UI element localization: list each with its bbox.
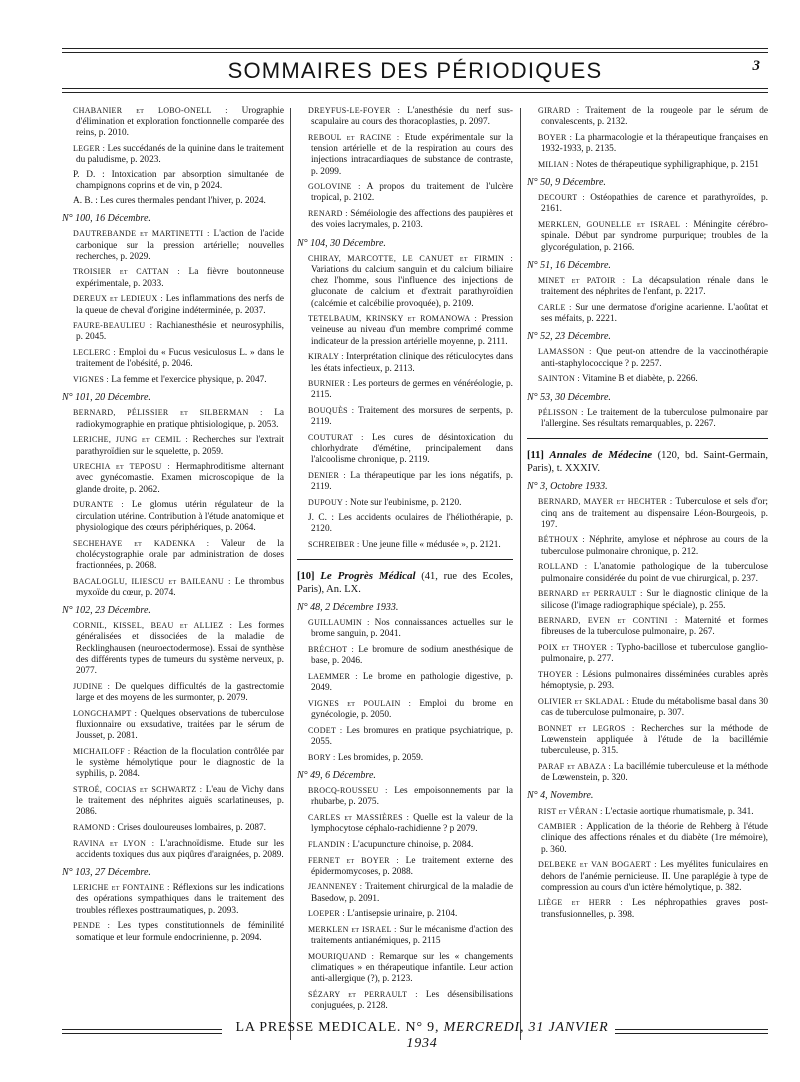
column-2 — [297, 105, 513, 1045]
article-title: Notes de thérapeutique syphiligraphique, p. 2151 — [575, 159, 759, 170]
article-author: JUDINE : — [73, 681, 111, 691]
article-title: L'antisepsie urinaire, p. 2104. — [347, 909, 458, 920]
article-title: Les empoisonnements par la rhubarbe, p. 2075. — [311, 786, 513, 808]
article-entry — [297, 497, 513, 509]
article-author: RENARD : — [308, 209, 348, 219]
article-title: Réaction de la floculation contrôlée par le système hémolytique pour le diagnostic de la syphilis, p. 2084. — [76, 746, 284, 780]
article-author: DELBEKE et VAN BOGAERT : — [538, 860, 657, 870]
article-entry — [62, 499, 284, 534]
article-entry — [527, 761, 768, 784]
article-entry — [527, 669, 768, 692]
article-title: La radiokymographie en pratique phtisiologique, p. 2053. — [76, 408, 284, 430]
article-author: SECHEHAYE et KADENKA : — [73, 538, 210, 548]
article-title: Hermaphroditisme alternant avec gynécomastie. Examen microscopique de la glande droite, p. 2062. — [76, 462, 284, 495]
article-entry — [297, 617, 513, 640]
article-title: Maternité et formes fibreuses de la tuberculose pulmonaire, p. 267. — [541, 616, 768, 638]
article-title: Traitement chirurgical de la maladie de Basedow, p. 2091. — [311, 882, 513, 904]
article-author: BERNARD, PÉLISSIER et SILBERMAN : — [73, 408, 263, 418]
article-author: BERNARD et PERRAULT : — [538, 589, 643, 599]
article-author: CHABANIER et LOBO-ONELL : — [73, 106, 228, 115]
article-author: URECHIA et TEPOSU : — [73, 462, 171, 472]
journal-heading — [297, 570, 513, 596]
article-title: Les néphropathies graves post-transfusionnelles, p. 398. — [541, 898, 768, 920]
article-author: DAUTREBANDE et MARTINETTI : — [73, 229, 210, 239]
article-author: CODET : — [308, 725, 343, 735]
article-author: FAURE-BEAULIEU : — [73, 321, 153, 331]
article-author: DENIER : — [308, 471, 346, 481]
article-author: SCHREIBER : — [308, 539, 360, 549]
article-entry — [62, 374, 284, 386]
article-entry — [527, 588, 768, 611]
footer-rule-right — [615, 1029, 768, 1034]
journal-name: Le Progrès Médical — [320, 569, 416, 582]
article-author: BURNIER : — [308, 379, 351, 389]
article-author: RAMOND : — [73, 822, 116, 832]
article-entry — [527, 561, 768, 584]
article-title: Rachianesthésie et neurosyphilis, p. 2045. — [76, 321, 284, 343]
article-title: Emploi du brome en gynécologie, p. 2050. — [311, 698, 513, 721]
issue-heading: N° 51, 16 Décembre. — [527, 259, 611, 271]
article-entry — [62, 407, 284, 430]
article-entry — [62, 228, 284, 263]
article-title: Le bromure de sodium anesthésique de base, p. 2046. — [311, 645, 513, 667]
article-title: La thérapeutique par les ions négatifs, p. 2119. — [311, 471, 513, 493]
article-author: LIÈGE et HERR : — [538, 898, 623, 908]
article-entry — [527, 897, 768, 920]
article-entry — [62, 293, 284, 316]
article-author: CARLES et MASSIÈRES : — [308, 812, 410, 822]
article-title: L'ectasie aortique rhumatismale, p. 341. — [604, 806, 754, 817]
article-author: FLANDIN : — [308, 839, 351, 849]
article-title: Remarque sur les « changements climatiques » en thérapeutique infantile. Leur action anti-allergique (?), p. 2123. — [311, 951, 513, 985]
article-author: CORNIL, KISSEL, BEAU et ALLIEZ : — [73, 621, 233, 631]
article-title: Le thrombus myxoïde du cœur, p. 2074. — [76, 576, 284, 598]
article-entry — [297, 785, 513, 808]
article-entry — [527, 806, 768, 818]
article-entry — [62, 461, 284, 496]
article-author: LONGCHAMPT : — [73, 708, 138, 718]
article-title: A. B. : Les cures thermales pendant l'hiver, p. 2024. — [73, 195, 266, 206]
article-entry — [297, 671, 513, 694]
journal-address: (41, rue des Ecoles, Paris), An. LX. — [297, 570, 513, 595]
article-author: LEGER : — [73, 144, 106, 154]
article-title: Que peut-on attendre de la vaccinothérapie anti-staphylococcique ? p. 2257. — [541, 347, 768, 369]
journal-name: Annales de Médecine — [549, 449, 653, 462]
article-title: La bacillémie tuberculeuse et la méthode de Lœwenstein, p. 320. — [541, 761, 768, 784]
header-top-rule-2 — [62, 52, 768, 53]
journal-heading — [527, 449, 768, 475]
article-entry — [527, 642, 768, 665]
column-separator — [520, 108, 521, 1040]
article-entry — [62, 347, 284, 370]
article-entry — [62, 538, 284, 573]
article-author: DREYFUS-LE-FOYER : — [308, 106, 401, 115]
issue-heading: N° 49, 6 Décembre. — [297, 769, 376, 781]
journal-divider — [297, 559, 513, 560]
article-entry — [297, 105, 513, 128]
article-title: Les cures de désintoxication du chlorhydrate d'émétine, principalement dans l'alcoolisme chronique, p. 2119. — [311, 433, 513, 466]
article-entry — [297, 378, 513, 401]
article-entry — [527, 496, 768, 531]
journal-number: [10] — [297, 570, 315, 582]
article-title: Note sur l'eubinisme, p. 2120. — [350, 498, 462, 509]
article-entry — [62, 105, 284, 140]
article-title: L'action de l'acide carbonique sur la pression artérielle; nouvelles recherches, p. 2029. — [76, 229, 284, 262]
issue-heading: N° 53, 30 Décembre. — [527, 391, 611, 403]
article-title: Néphrite, amylose et néphrose au cours de la tuberculose pulmonaire chronique, p. 212. — [541, 535, 768, 557]
article-title: Le traitement externe des épidermomycoses, p. 2088. — [311, 855, 513, 877]
article-title: Emploi du « Fucus vesiculosus L. » dans le traitement de l'obésité, p. 2046. — [76, 348, 284, 370]
article-entry — [62, 882, 284, 917]
journal-divider — [527, 438, 768, 439]
article-entry — [62, 434, 284, 457]
article-title: Etude du métabolisme basal dans 30 cas de tuberculose pulmonaire, p. 307. — [541, 696, 768, 719]
article-entry — [297, 432, 513, 467]
article-title: L'anesthésie du nerf sus-scapulaire au cours des thoracoplasties, p. 2097. — [311, 106, 513, 128]
article-title: La décapsulation rénale dans le traitement des néphrites de l'enfant, p. 2217. — [541, 275, 768, 298]
article-author: TETELBAUM, KRINSKY et ROMANOWA : — [308, 314, 477, 324]
article-entry — [527, 275, 768, 298]
article-author: MERKLEN et ISRAEL : — [308, 925, 397, 935]
article-entry — [297, 208, 513, 231]
article-title: Une jeune fille « médusée », p. 2121. — [361, 539, 501, 550]
column-separator — [290, 108, 291, 1040]
article-author: DECOURT : — [538, 193, 585, 203]
article-entry — [527, 373, 768, 385]
article-author: VIGNES : — [73, 375, 109, 385]
article-entry — [527, 346, 768, 369]
footer-date: MERCREDI, 31 JANVIER 1934 — [406, 1020, 609, 1051]
article-entry — [62, 143, 284, 166]
article-title: Sur le mécanisme d'action des traitements antianémiques, p. 2115 — [311, 925, 513, 947]
article-title: P. D. : Intoxication par absorption simultanée de champignons coprins et de vin, p 2024. — [73, 170, 284, 192]
article-title: Recherches sur la méthode de Lœwenstein appliquée à l'étude de la bacillémie tuberculeuse, p. 315. — [541, 723, 768, 757]
article-author: POIX et THOYER : — [538, 643, 614, 653]
article-title: Sur le diagnostic clinique de la silicose (l'image radiographique spéciale), p. 255. — [541, 589, 768, 611]
article-entry — [297, 881, 513, 904]
article-author: MINET et PATOIR : — [538, 275, 626, 285]
article-entry — [297, 698, 513, 721]
article-author: TROISIER et CATTAN : — [73, 267, 181, 277]
article-entry — [527, 407, 768, 430]
issue-heading: N° 102, 23 Décembre. — [62, 605, 151, 617]
article-title: Crises douloureuses lombaires, p. 2087. — [117, 822, 266, 833]
article-title: Les désensibilisations conjuguées, p. 2128. — [311, 990, 513, 1012]
article-title: Application de la théorie de Rehberg à l'étude clinique des affections rénales et du diabète (1re mémoire), p. 360. — [541, 822, 768, 855]
article-author: BRÉCHOT : — [308, 645, 354, 655]
article-entry — [297, 908, 513, 920]
article-author: STROÉ, COCIAS et SCHWARTZ : — [73, 784, 203, 794]
article-entry — [527, 132, 768, 155]
article-entry — [297, 313, 513, 348]
article-entry — [297, 351, 513, 374]
article-author: RAVINA et LYON : — [73, 838, 155, 848]
article-entry — [62, 920, 284, 943]
article-author: BOYER : — [538, 132, 573, 142]
article-title: Etude expérimentale sur la tension artérielle et de la respiration au cours des injections intracardiaques de substance de contraste, p. 2099. — [311, 132, 513, 177]
header-top-rule — [62, 48, 768, 49]
article-entry — [297, 839, 513, 851]
article-title: La femme et l'exercice physique, p. 2047. — [111, 375, 267, 386]
article-title: L'eau de Vichy dans le traitement des néphrites aiguës scarlatineuses, p. 2086. — [76, 784, 284, 818]
article-entry — [527, 696, 768, 719]
article-title: Vitamine B et diabète, p. 2266. — [582, 374, 698, 385]
article-author: BONNET et LEGROS : — [538, 723, 635, 733]
article-author: BÉTHOUX : — [538, 535, 585, 545]
article-title: Interprétation clinique des réticulocytes dans les états infectieux, p. 2113. — [311, 352, 513, 374]
issue-heading: N° 3, Octobre 1933. — [527, 481, 608, 493]
article-entry — [297, 132, 513, 178]
article-author: MERKLEN, GOUNELLE et ISRAEL : — [538, 220, 688, 230]
article-entry — [62, 708, 284, 743]
article-entry — [297, 405, 513, 428]
article-title: La pharmacologie et la thérapeutique françaises en 1932-1933, p. 2135. — [541, 132, 768, 155]
column-3 — [527, 105, 768, 1045]
article-entry — [297, 539, 513, 551]
article-title: La fièvre boutonneuse expérimentale, p. 2033. — [76, 267, 284, 289]
article-title: Le traitement de la tuberculose pulmonaire par l'allergine. Ses résultats remarquables, p. 2267. — [541, 407, 768, 429]
article-author: DURANTE : — [73, 500, 124, 510]
article-author: MOURIQUAND : — [308, 951, 375, 961]
article-title: Lésions pulmonaires disséminées curables après hémoptysie, p. 293. — [541, 670, 768, 692]
article-entry — [297, 924, 513, 947]
article-author: SAINTON : — [538, 374, 580, 384]
article-author: LECLERC : — [73, 348, 116, 358]
article-entry — [297, 989, 513, 1012]
article-title: Les succédanés de la quinine dans le traitement du paludisme, p. 2023. — [76, 144, 284, 166]
article-author: COUTURAT : — [308, 433, 364, 443]
article-entry — [62, 681, 284, 704]
article-title: Traitement de la rougeole par le sérum de convalescents, p. 2132. — [541, 106, 768, 128]
article-author: GOLOVINE : — [308, 182, 361, 192]
page-number: 3 — [752, 58, 760, 74]
footer-rule-left — [62, 1029, 222, 1034]
article-title: Les myélites funiculaires en dehors de l'anémie pernicieuse. II. Une paraplégie à type de compression au cours d'un ictère hémolytique, p. 382. — [541, 860, 768, 893]
article-title: Urographie d'élimination et exploration fonctionnelle comparée des reins, p. 2010. — [76, 106, 284, 139]
article-author: LERICHE et FONTAINE : — [73, 883, 170, 893]
article-author: LOEPER : — [308, 909, 345, 919]
article-title: L'arachnoïdisme. Etude sur les accidents toxiques dus aux piqûres d'araignées, p. 2089. — [76, 838, 284, 860]
article-entry — [62, 196, 284, 207]
column-1 — [62, 105, 284, 1045]
article-entry — [527, 615, 768, 638]
article-title: Nos connaissances actuelles sur le brome sanguin, p. 2041. — [311, 618, 513, 640]
article-author: OLIVIER et SKLADAL : — [538, 696, 630, 706]
article-title: Ostéopathies de carence et parathyroïdes, p. 2161. — [541, 193, 768, 215]
article-entry — [527, 859, 768, 894]
article-title: Pression veineuse au niveau d'un membre comprimé comme indicateur de la pression artérielle moyenne, p. 2111. — [311, 314, 513, 347]
issue-heading: N° 100, 16 Décembre. — [62, 213, 151, 225]
article-author: BORY : — [308, 752, 336, 762]
article-author: BOUQUÈS : — [308, 406, 355, 416]
article-title: Typho-bacillose et tuberculose ganglio-pulmonaire, p. 277. — [541, 643, 768, 665]
article-author: THOYER : — [538, 670, 579, 680]
header-bottom-rule-2 — [62, 92, 768, 93]
article-author: KIRALY : — [308, 352, 344, 362]
article-entry — [62, 838, 284, 861]
article-title: Séméiologie des affections des paupières et des voies lacrymales, p. 2103. — [311, 209, 513, 231]
article-title: L'acupuncture chinoise, p. 2084. — [352, 839, 474, 850]
article-title: Tuberculose et sels d'or; cinq ans de traitement au dispensaire Léon-Bourgeois, p. 197. — [541, 497, 768, 530]
article-entry — [297, 181, 513, 204]
article-author: ROLLAND : — [538, 562, 588, 572]
article-author: BACALOGLU, ILIESCU et BAILEANU : — [73, 576, 231, 586]
article-entry — [527, 302, 768, 325]
article-author: GUILLAUMIN : — [308, 618, 370, 628]
article-author: CHIRAY, MARCOTTE, LE CANUET et FIRMIN : — [308, 253, 513, 263]
article-entry — [527, 219, 768, 254]
article-title: L'anatomie pathologique de la tuberculose pulmonaire considérée du point de vue chirurgical, p. 237. — [541, 562, 768, 584]
article-author: BERNARD, EVEN et CONTINI : — [538, 616, 678, 626]
article-entry — [297, 253, 513, 310]
page-title: SOMMAIRES DES PÉRIODIQUES — [227, 58, 603, 83]
article-author: CARLE : — [538, 302, 572, 312]
article-author: GIRARD : — [538, 106, 580, 115]
journal-number: [11] — [527, 450, 544, 462]
article-title: Traitement des morsures de serpents, p. 2119. — [311, 406, 513, 428]
article-entry — [297, 855, 513, 878]
article-title: Les formes généralisées et dissociées de la maladie de Recklinghausen (neuroectodermose). Essai de synthèse des différents types de tumeurs du système nerveux, p. 2077. — [76, 621, 284, 677]
issue-heading: N° 101, 20 Décembre. — [62, 392, 151, 404]
journal-address: (120, bd. Saint-Germain, Paris), t. XXXIV. — [527, 450, 768, 475]
article-author: LERICHE, JUNG et CEMIL : — [73, 435, 188, 445]
article-entry — [62, 746, 284, 781]
footer — [232, 1020, 612, 1052]
article-entry — [527, 192, 768, 215]
article-entry — [62, 576, 284, 599]
article-author: MICHAILOFF : — [73, 746, 131, 756]
article-entry — [297, 951, 513, 986]
article-title: Valeur de la cholécystographie orale par administration de doses fractionnées, p. 2068. — [76, 538, 284, 571]
header-bottom-rule — [62, 88, 768, 89]
article-title: Le glomus utérin régulateur de la circulation utérine. Contribution à l'étude anatomique et physiologique des cœurs périphériques, p. 2064. — [76, 500, 284, 533]
article-title: Les porteurs de germes en vénéréologie, p. 2115. — [311, 379, 513, 401]
issue-heading: N° 4, Novembre. — [527, 790, 594, 802]
issue-heading: N° 50, 9 Décembre. — [527, 177, 606, 189]
issue-heading: N° 104, 30 Décembre. — [297, 237, 386, 249]
article-author: FERNET et BOYER : — [308, 855, 399, 865]
article-author: RIST et VÉRAN : — [538, 806, 603, 816]
article-title: Méningite cérébro-spinale. Début par syndrome purpurique; troubles de la glycorégulation, p. 2166. — [541, 220, 768, 253]
footer-journal: LA PRESSE MEDICALE. — [235, 1020, 402, 1035]
article-author: REBOUL et RACINE : — [308, 132, 400, 142]
article-title: Quelques observations de tuberculose fluxionnaire ou exsudative, traitées par le sérum de Jousset, p. 2081. — [76, 708, 284, 742]
article-title: Réflexions sur les indications des opérations sympathiques dans le traitement des troubles réflexes posttraumatiques, p. 2093. — [76, 883, 284, 916]
article-author: SÉZARY et PERRAULT : — [308, 990, 418, 1000]
article-entry — [297, 644, 513, 667]
article-author: LAEMMER : — [308, 671, 358, 681]
article-title: Les bromides, p. 2059. — [337, 752, 424, 763]
article-author: BERNARD, MAYER et HECHTER : — [538, 497, 673, 507]
article-title: Le brome en pathologie digestive, p. 2049. — [311, 671, 513, 694]
article-entry — [527, 534, 768, 557]
issue-heading: N° 52, 23 Décembre. — [527, 331, 611, 343]
article-author: DEREUX et LEDIEUX : — [73, 294, 163, 304]
article-title: Quelle est la valeur de la lymphocytose céphalo-rachidienne ? p 2079. — [311, 812, 513, 835]
issue-heading: N° 48, 2 Décembre 1933. — [297, 601, 399, 613]
article-author: CAMBIER : — [538, 822, 584, 832]
article-entry — [62, 320, 284, 343]
article-title: Sur une dermatose d'origine acarienne. L'aoûtat et ses méfaits, p. 2221. — [541, 302, 768, 325]
article-title: A propos du traitement de l'ulcère tropical, p. 2102. — [311, 182, 513, 204]
article-entry — [297, 513, 513, 535]
article-author: PENDE : — [73, 921, 111, 931]
article-author: BROCQ-ROUSSEU : — [308, 786, 388, 796]
article-entry — [527, 821, 768, 856]
article-title: Variations du calcium sanguin et du calcium biliaire chez l'homme, sous l'influence des injections de gluconate de calcium et d'extrait parathyroïdien (calcémie et calcébilie provoquée), p. 2109. — [311, 264, 513, 309]
footer-number: N° 9, — [405, 1020, 440, 1035]
article-entry — [62, 620, 284, 677]
article-entry — [62, 170, 284, 192]
article-title: De quelques difficultés de la gastrectomie large et des moyens de les surmonter, p. 2079. — [76, 681, 284, 703]
article-title: Recherches sur l'extrait parathyroïdien sur le squelette, p. 2059. — [76, 435, 284, 457]
article-entry — [62, 822, 284, 834]
issue-heading: N° 103, 27 Décembre. — [62, 867, 151, 879]
article-entry — [527, 105, 768, 128]
article-entry — [527, 723, 768, 758]
article-author: VIGNES et POULAIN : — [308, 698, 412, 708]
article-entry — [297, 812, 513, 835]
article-entry — [62, 784, 284, 819]
article-title: Les bromures en pratique psychiatrique, p. 2055. — [311, 725, 513, 747]
article-title: Les types constitutionnels de féminilité somatique et leur formule endocrinienne, p. 2094. — [76, 921, 284, 943]
article-entry — [297, 752, 513, 764]
article-author: JEANNENEY : — [308, 882, 363, 892]
article-author: LAMASSON : — [538, 347, 592, 357]
article-author: MILIAN : — [538, 159, 574, 169]
article-author: PÉLISSON : — [538, 407, 584, 417]
article-title: Les inflammations des nerfs de la queue de cheval d'origine indéterminée, p. 2037. — [76, 294, 284, 316]
article-entry — [297, 725, 513, 748]
article-entry — [62, 266, 284, 289]
article-entry — [297, 470, 513, 493]
article-title: J. C. : Les accidents oculaires de l'héliothérapie, p. 2120. — [308, 512, 513, 534]
article-entry — [527, 159, 768, 171]
article-author: PARAF et ABAZA : — [538, 761, 612, 771]
article-author: DUPOUY : — [308, 498, 348, 508]
